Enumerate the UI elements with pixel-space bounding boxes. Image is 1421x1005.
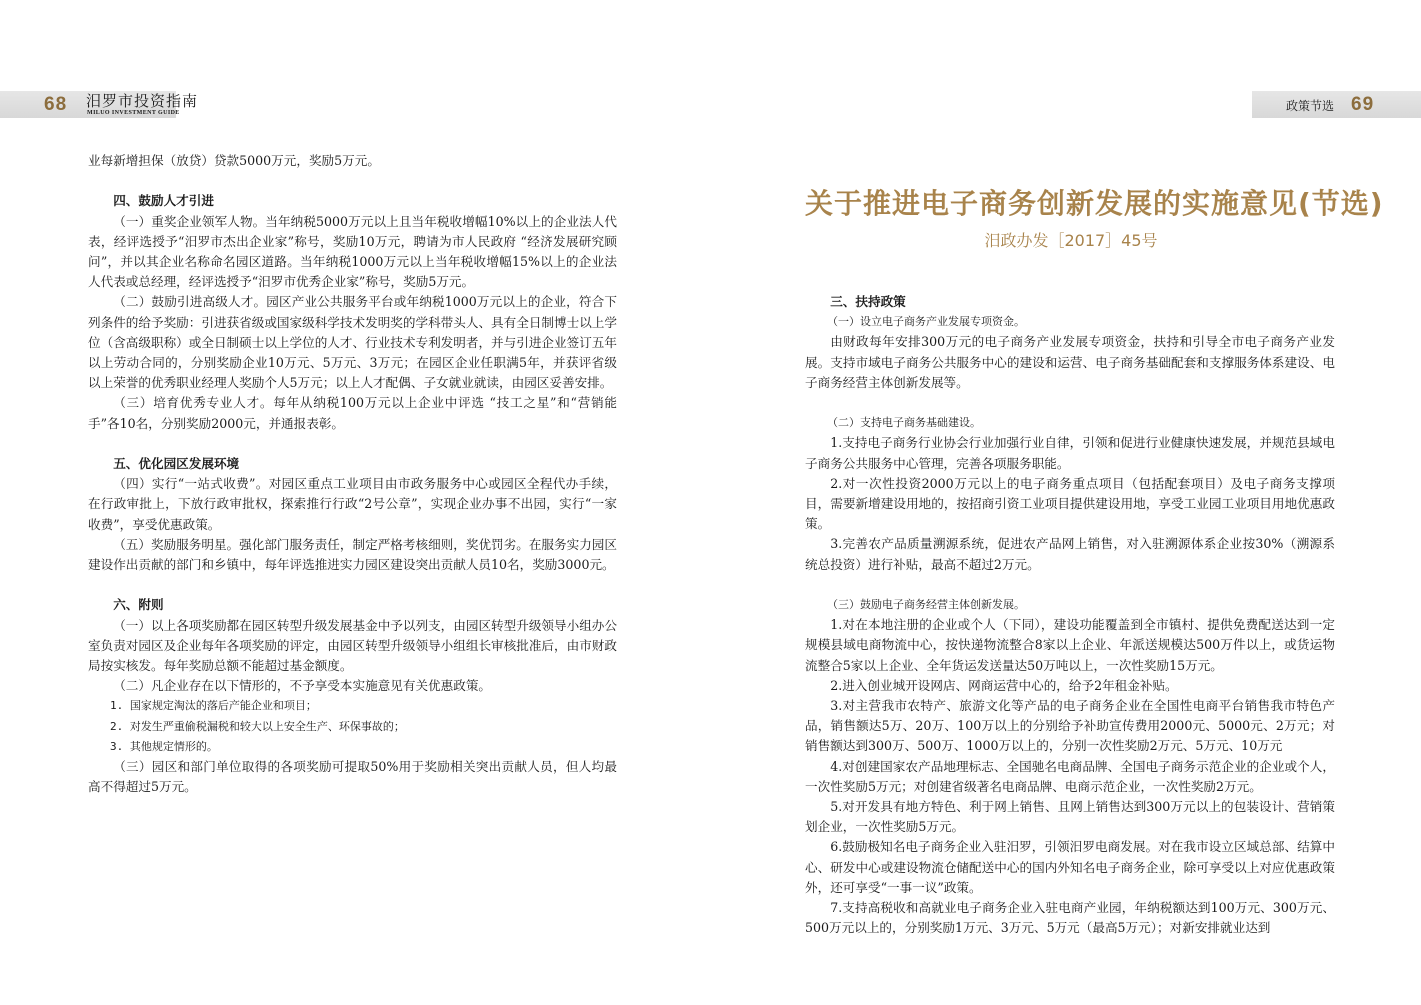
paragraph: （二）凡企业存在以下情形的，不予享受本实施意见有关优惠政策。 [113,678,491,694]
paragraph: 3.对主营我市农特产、旅游文化等产品的电子商务企业在全国性电商平台销售我市特色产品，销售额达5万、20万、100万以上的分别给予补助宣传费用2000元、5000元、2万元；对销售额达到300万、500万、1000万以上的，分别一次性奖励2万元、5万元、10万元 [805,698,1335,754]
section-heading: 五、优化园区发展环境 [113,456,240,472]
page-number-right: 69 [1351,94,1375,115]
paragraph: 5.对开发具有地方特色、利于网上销售、且网上销售达到300万元以上的包装设计、营销策划企业，一次性奖励5万元。 [805,799,1335,835]
paragraph: 2.进入创业城开设网店、网商运营中心的，给予2年租金补贴。 [830,677,1178,693]
paragraph: （一）重奖企业领军人物。当年纳税5000万元以上且当年税收增幅10%以上的企业法人代表，经评选授予“汨罗市杰出企业家”称号，奖励10万元，聘请为市人民政府 “经济发展研究顾问”，并以其企业名称命名园区道路。当年纳税1000万元以上当年税收增幅15%以上的企业法人代表或总经理，经评选授予“汨罗市优秀企业家”称号，奖励5万元。 [88,213,617,290]
document-number: 汨政办发［2017］45号 [984,231,1158,250]
section-heading: 四、鼓励人才引进 [113,193,214,209]
paragraph: （五）奖励服务明星。强化部门服务责任，制定严格考核细则，奖优罚劣。在服务实力园区建设作出贡献的部门和乡镇中，每年评选推进实力园区建设突出贡献人员10名，奖励3000元。 [88,536,617,573]
brand-title: 汨罗市投资指南 [86,92,199,110]
section-heading: 三、扶持政策 [830,294,906,309]
brand-subtitle: MILUO INVESTMENT GUIDE [87,110,180,116]
paragraph-gap [88,575,617,595]
paragraph: （一）以上各项奖励都在园区转型升级发展基金中予以列支，由园区转型升级领导小组办公室负责对园区及企业每年各项奖励的评定，由园区转型升级领导小组组长审核批准后，由市财政局按实核发。每年奖励总额不能超过基金额度。 [88,617,617,674]
paragraph: 4.对创建国家农产品地理标志、全国驰名电商品牌、全国电子商务示范企业的企业或个人，一次性奖励5万元；对创建省级著名电商品牌、电商示范企业，一次性奖励2万元。 [805,758,1335,794]
paragraph: （四）实行“一站式收费”。对园区重点工业项目由市政务服务中心或园区全程代办手续，在行政审批上，下放行政审批权，探索推行行政“2号公章”，实现企业办事不出园，实行“一家收费”，享受优惠政策。 [88,476,617,532]
paragraph: （三）培育优秀专业人才。每年从纳税100万元以上企业中评选 “技工之星”和“营销能手”各10名，分别奖励2000元，并通报表彰。 [88,395,617,431]
paragraph: 2.对一次性投资2000万元以上的电子商务重点项目（包括配套项目）及电子商务支撑项目，需要新增建设用地的，按招商引资工业项目提供建设用地，享受工业园工业项目用地优惠政策。 [805,475,1335,532]
right-page-body [805,292,1335,938]
paragraph-gap [88,434,617,454]
paragraph: 2. 对发生严重偷税漏税和较大以上安全生产、环保事故的； [110,719,405,733]
paragraph: 1.对在本地注册的企业或个人（下同），建设功能覆盖到全市镇村、提供免费配送达到一定规模县域电商物流中心，按快递物流整合8家以上企业、年派送规模达500万件以上，或货运物流整合5家以上企业、全年货运发送量达50万吨以上，一次性奖励15万元。 [805,617,1335,673]
section-label: 政策节选 [1286,99,1335,113]
paragraph: （一）设立电子商务产业发展专项资金。 [827,315,1025,329]
paragraph: （三）鼓励电子商务经营主体创新发展。 [827,598,1025,612]
section-heading: 六、附则 [113,597,164,613]
paragraph-gap [88,171,617,191]
header-bar-right [1252,91,1421,118]
page-number-left: 68 [44,94,68,115]
paragraph: 6.鼓励极知名电子商务企业入驻汨罗，引领汨罗电商发展。对在我市设立区域总部、结算中心、研发中心或建设物流仓储配送中心的国内外知名电子商务企业，除可享受以上对应优惠政策外，还可享受“一事一议”政策。 [805,839,1335,895]
paragraph: 业每新增担保（放贷）贷款5000万元，奖励5万元。 [88,153,380,168]
paragraph-gap [805,575,1335,595]
paragraph: （二）鼓励引进高级人才。园区产业公共服务平台或年纳税1000万元以上的企业，符合下列条件的给予奖励：引进获省级或国家级科学技术发明奖的学科带头人、具有全日制博士以上学位（含高级职称）或全日制硕士以上学位的人才、行业技术专利发明者，并与引进企业签订五年以上劳动合同的，分别奖励企业10万元、5万元、3万元；在园区企业任职满5年，并获评省级以上荣誉的优秀职业经理人奖励个人5万元；以上人才配偶、子女就业就读，由园区妥善安排。 [88,294,617,391]
paragraph: 3. 其他规定情形的。 [110,739,218,753]
paragraph: 1. 国家规定淘汰的落后产能企业和项目； [110,699,317,713]
paragraph-gap [805,393,1335,413]
document-title: 关于推进电子商务创新发展的实施意见(节选) [805,187,1384,220]
paragraph: （二）支持电子商务基础建设。 [827,416,981,430]
paragraph: 1.支持电子商务行业协会行业加强行业自律，引领和促进行业健康快速发展，并规范县域电子商务公共服务中心管理，完善各项服务职能。 [805,435,1335,471]
paragraph: 3.完善农产品质量溯源系统，促进农产品网上销售，对入驻溯源体系企业按30%（溯源系统总投资）进行补贴，最高不超过2万元。 [805,536,1335,572]
paragraph: 7.支持高税收和高就业电子商务企业入驻电商产业园，年纳税额达到100万元、300万元、500万元以上的，分别奖励1万元、3万元、5万元（最高5万元）；对新安排就业达到 [805,900,1335,936]
paragraph: （三）园区和部门单位取得的各项奖励可提取50%用于奖励相关突出贡献人员，但人均最高不得超过5万元。 [88,759,617,795]
paragraph: 由财政每年安排300万元的电子商务产业发展专项资金，扶持和引导全市电子商务产业发展。支持市域电子商务公共服务中心的建设和运营、电子商务基础配套和支撑服务体系建设、电子商务经营主体创新发展等。 [805,334,1335,390]
left-page-body [88,151,617,797]
